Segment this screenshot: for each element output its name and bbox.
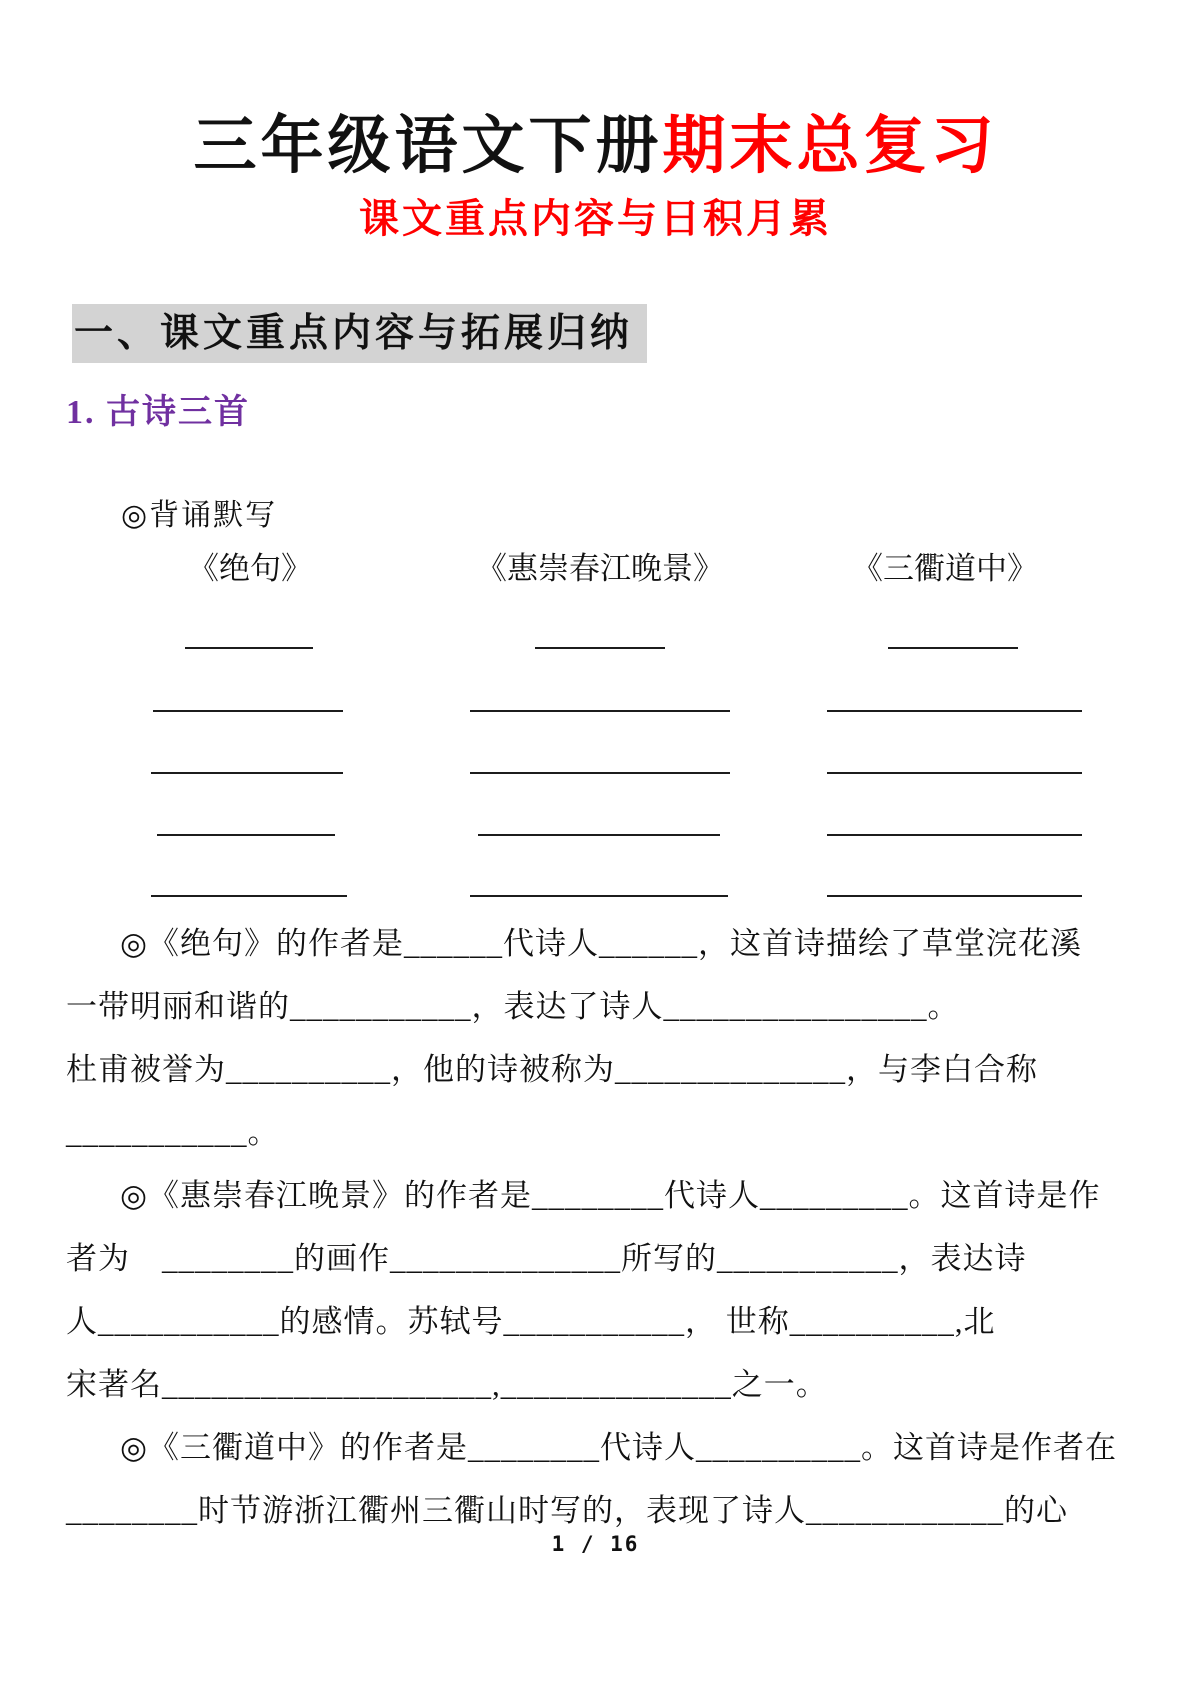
paragraph-line: ◎《三衢道中》的作者是________代诗人__________。这首诗是作者在 [120,1430,1118,1465]
paragraph-line: 者为 ________的画作______________所写的___________，表达诗 [66,1241,1027,1276]
verse-blank-line [470,895,728,897]
page-title [0,100,1191,192]
page-number: 1 / 16 [551,1532,640,1556]
paragraph-line: ◎《惠崇春江晚景》的作者是________代诗人_________。这首诗是作 [120,1178,1101,1213]
verse-blank-line [827,772,1082,774]
author-blank-line [535,647,665,649]
paragraph-line: 一带明丽和谐的___________，表达了诗人________________。 [66,989,960,1024]
lesson-heading: 1. 古诗三首 [66,394,250,431]
verse-blank-line [151,895,347,897]
page-title-black-part: 三年级语文下册 [193,111,663,181]
verse-blank-line [470,772,730,774]
verse-blank-line [470,710,730,712]
paragraph-line: 宋著名____________________,______________之一。 [66,1367,828,1402]
verse-blank-line [827,895,1082,897]
poem-title-huichong: 《惠崇春江晚景》 [476,551,724,586]
verse-blank-line [478,834,720,836]
paragraph-line: ___________。 [66,1115,280,1150]
verse-blank-line [157,834,335,836]
paragraph-line: 人___________的感情。苏轼号___________， 世称__________,北 [66,1304,996,1339]
section-heading: 一、课文重点内容与拓展归纳 [72,304,647,363]
paragraph-line: ◎《绝句》的作者是______代诗人______，这首诗描绘了草堂浣花溪 [120,926,1083,961]
verse-blank-line [827,710,1082,712]
author-blank-line [185,647,313,649]
verse-blank-line [827,834,1082,836]
recite-label: ◎背诵默写 [121,499,278,532]
page-subtitle: 课文重点内容与日积月累 [359,196,832,241]
poem-title-jueju: 《绝句》 [188,551,312,586]
poem-title-sanqu: 《三衢道中》 [852,551,1038,586]
body-text [66,912,1125,1542]
author-blank-line [888,647,1018,649]
verse-blank-line [153,710,343,712]
page-title-red-part: 期末总复习 [662,111,998,181]
verse-blank-line [151,772,343,774]
paragraph-line: 杜甫被誉为__________，他的诗被称为______________，与李白合称 [66,1052,1038,1087]
paragraph-line: ________时节游浙江衢州三衢山时写的，表现了诗人____________的心 [66,1493,1068,1528]
